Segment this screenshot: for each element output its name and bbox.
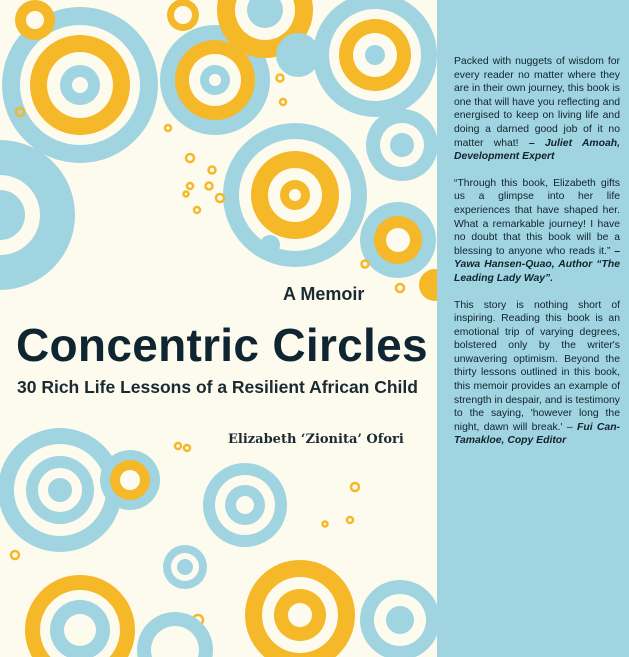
decor-circle [223,123,367,267]
decor-circle [15,0,55,40]
book-title: Concentric Circles [16,319,428,371]
endorsement-1 [454,55,620,164]
endorsements [454,55,620,461]
decor-circle [0,140,75,290]
decor-circle [313,0,437,117]
endorsement-attribution: – Juliet Amoah, Development Expert [454,137,621,163]
decor-circle [360,580,437,657]
decor-circle [366,109,437,181]
decor-circle [360,202,436,278]
decor-circle [260,235,280,255]
memoir-label: A Memoir [283,284,365,304]
endorsement-text: Packed with nuggets of wisdom for every reader no matter where they are in their own journey, this book is one that will have you reflecting and energised to keep on living life and doing a darned good job of it no matter what! [454,56,620,149]
decor-circle [163,545,207,589]
author-name: Elizabeth ‘Zionita’ Ofori [228,432,404,447]
endorsement-text: This story is nothing short of inspiring. Reading this book is an emotional trip of varying degrees, bolstered only by the writer's unwavering optimism. Beyond the thirty lessons outlined in this book, this memoir provides an example of strength in despair, and is testimony to the saying, 'however long the night, dawn will break.' – [454,299,620,433]
decor-circle [203,463,287,547]
decor-circle [245,560,355,657]
decor-circle [25,575,135,657]
endorsement-attribution: Fui Can-Tamakloe, Copy Editor [454,421,621,447]
endorsement-text: “Through this book, Elizabeth gifts us a glimpse into her life experiences that have shaped her. What a remarkable journey! I have no doubt that this book will be a blessing to anyone who reads it.” [454,177,620,257]
endorsement-2 [454,177,620,286]
decor-circle [276,33,320,77]
book-subtitle: 30 Rich Life Lessons of a Resilient African Child [17,377,418,397]
decor-circle [167,0,199,31]
endorsement-attribution: – Yawa Hansen-Quao, Author “The Leading Lady Way”. [454,245,620,284]
endorsement-3 [454,299,620,449]
decor-circle [100,450,160,510]
back-cover [437,0,629,657]
decor-circle [419,269,437,301]
